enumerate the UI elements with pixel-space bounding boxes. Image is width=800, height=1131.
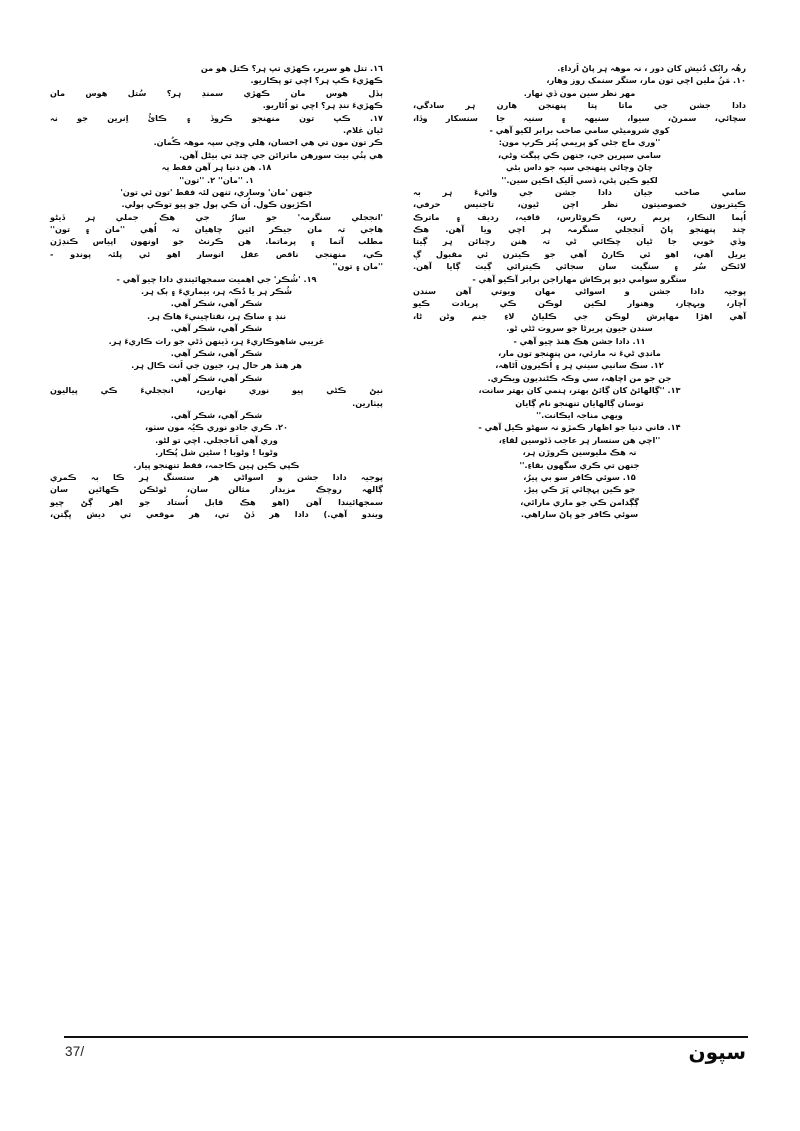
text-line: آچار، ويہچار، وهنوار لڪين لوڪن ڪي پريادت ڪيو	[413, 298, 746, 309]
text-line: پوجيہ دادا جشن و اسواٹي مهان ويوتي آهن سندن	[413, 286, 746, 297]
text-line: ١٦. تتل هو سرير، ڪهڙي تپ ہر؟ ڪتل هو من	[200, 63, 383, 73]
text-line: سندن جيون پريرٹا جو سروت ٹڻي ٹو.	[506, 323, 653, 334]
text-line: هر هنڌ هر حال ہر، جيون جي اَنت ڪال ہر.	[131, 360, 302, 371]
text-line: ڳالهہ روچڪ مزيدار مثالن سان، ٹوٹڪن ڪهاٹين سان	[50, 484, 383, 495]
text-line: ١۴. فاني دنيا جو اظهار ڪمڙو نہ سهٹو ڪيل آهي -	[478, 422, 681, 433]
text-line: وري آهي اَناججلي. اچي تو لٹو.	[155, 434, 278, 445]
text-line: دادا جشن جي ماتا پتا پنهنجن هارن ہر سادگي،	[413, 100, 746, 111]
text-line: شُڪر ہر يا دُڪہ ہر، بيماريءَ ۽ ٻک ہر.	[140, 286, 293, 297]
text-line: ڪهڙيءَ ننڊ ہر؟ اچي تو اُٹاريو.	[262, 100, 383, 111]
text-line: سمجهائيندا آهن (اهو هڪ قابل اُستاد جو اهر ڳڻ چيو	[50, 496, 383, 507]
right-text-column	[411, 62, 748, 1022]
text-line: هي ٻنُي بيت سورهن ماترائن جي چند تي بيٹل آهن.	[179, 149, 383, 160]
text-line: جنهن 'مان' وساري، تنهن لئہ فقط 'تون ئي تون'	[120, 186, 313, 197]
text-line: ١٠. مَنُ ملين اچي تون مار، ستگر سنمک روز وهار،	[546, 75, 746, 86]
left-text-column	[48, 62, 385, 1022]
text-line: شڪر آهي، شڪر آهي.	[170, 409, 263, 420]
text-line: ١٨. هن دنيا ہر آهن فقط ٻہ	[161, 162, 272, 173]
text-line: شڪر آهي، شڪر آهي.	[170, 347, 263, 358]
text-line: سچائي، سمرڻ، سيوا، سنيهہ ۽ سنيہ جا سنسکار وڏا،	[413, 112, 746, 123]
text-line: ١٣. ''ڳالهائڻ کان ڳائڻ بهتر، ہنمي کان بهتر سانت،	[478, 385, 681, 396]
text-line: پوجيہ دادا جشن و اسواٹي هر ستسنگ ہر ڪا بہ ڪمري	[50, 471, 383, 482]
text-line: ١٩. 'شُڪر' جي اهميت سمجهائيندي دادا چيو آهي -	[116, 273, 317, 284]
text-line: ١٧. ڪپ تون منهنجو ڪروڏ ۽ ڪائُ اِنرين جو نہ	[50, 112, 383, 123]
text-line: مطلب آتما ۽ پرماتما. هن ڪرنٹ جو اونهون اپياس ڪنڊڙن	[50, 236, 383, 247]
text-line: هاجي تہ مان جيڪر ائين چاهيان تہ اُهي ''مان ۽ تون''	[50, 224, 383, 235]
text-line: نہ هڪ مليوسين ڪروڙن ہر،	[522, 447, 637, 458]
footer-divider-rule	[64, 1036, 748, 1038]
text-line: آهي اهڙا مهاپرش لوڪن جي ڪلياڻ لاءِ جنم وٹن ٹا،	[413, 310, 746, 321]
text-line: ڪپي ڪين ہين ڪاجمہ، فقط تنهنجو پيار.	[133, 459, 300, 470]
text-line: اڪڙيون ڪول. اُن ڪي ٻول جو پيو توڪي ٻولي.	[121, 199, 312, 210]
text-line: جنهن تي ڪري سگهون بقاءِ.''	[519, 459, 640, 470]
text-line: ١٢. سڪ سانيي سيني ہر ۽ اُڪيرون اَٹاهہ،	[495, 360, 664, 371]
text-line: غريبي شاهوڪاريءَ ہر، ڏينهن ڏٹي جو رات ڪاريءَ ہر.	[108, 335, 325, 346]
text-line: سوئي ڪافر جو پاڻ ساراهي.	[520, 509, 639, 520]
text-line: ٻڏل هوس مان ڪهڙي سمنڊ ہر؟ سُتل هوس مان	[50, 87, 383, 98]
text-line: سامي سپرين جي، جنهن ڪي پٻگت وٹي،	[497, 149, 662, 160]
text-line: ١۵. سوئي ڪافر سو بي پيرُ،	[523, 471, 636, 482]
text-line: ويهي مناجہ ايڪانت.''	[536, 409, 623, 420]
text-line: سامي صاحب جيان دادا جشن جي واٹيءَ ہر بہ	[413, 186, 746, 197]
text-line: چند پنهنجو پاڻ اَنججلي سنگرمہ ہر اچي ويا آهن. هڪ	[413, 224, 746, 235]
text-line: نيڻ ڪٹي پيو نوري نهارين، انججليءَ ڪي پياليون	[50, 385, 383, 396]
text-line: ''مان ۽ تون''	[332, 261, 383, 272]
page-footer	[52, 1036, 748, 1086]
text-line: ستگرو سوامي ديو پرڪاش مهاراجن برابر آڪيو آهي -	[472, 273, 687, 284]
two-column-body	[52, 62, 748, 1022]
text-line: توسان ڳالهايان تنهنجو نام ڳايان	[515, 397, 644, 408]
text-line: وڏي خوبي جا ٹيان چڪائي ٹي تہ هنن رچنائن ہر ڳيتا	[413, 236, 746, 247]
text-line: ''اچي هن سنسار ہر عاجب ڏٹوسين لقاءِ،	[498, 434, 661, 445]
text-line: اُپما النڪار، پريم رس، ڪروٹارس، قافيہ، رديف ۽ ماترڪ	[413, 211, 746, 222]
text-line: ٹيان غلام.	[343, 124, 383, 135]
text-line: کوي شروميٹي سامي صاحب برابر لکيو آهي -	[489, 124, 670, 135]
text-line: يريل آهي، اهو ئي ڪارڻ آهي جو ڪيترن ئي مقبول ڳ	[413, 248, 746, 259]
text-line: مهر نظر سين مون ڏي نهار.	[523, 87, 636, 98]
text-line: شڪر آهي، شڪر آهي.	[170, 372, 263, 383]
text-line: ويندو آهي.) دادا هر ڏڻ تي، هر موقعي تي ديش ڀڳتن،	[50, 509, 383, 520]
text-line: لکيو ڪين ٻٹي، ڏسي اَليک اڪين سين.''	[501, 174, 658, 185]
text-line: ''وري ماڃ جٹي کو پريمي پُتر ڪرپ مون:	[498, 137, 661, 148]
text-line: ١١. دادا جشن هڪ هنڌ چيو آهي -	[513, 335, 646, 346]
text-line: مانڊي ٹيءَ نہ مارئي، من پنهنجو تون مار،	[498, 347, 661, 358]
text-line: جو ڪين پہچائي پَرَ ڪي پيڑ.	[523, 484, 636, 495]
text-line: چاڻ وچائي پنهنجي سپہ جو داس بٹي	[506, 162, 653, 173]
text-line: پيٺارين.	[352, 397, 383, 408]
text-line: ٢٠. ڪري جادو نوري ڪيُہ مون سٺو،	[145, 422, 288, 433]
text-line: وٹوبا ! وٹوبا ! سٹين شل پُڪار.	[155, 447, 278, 458]
text-line: لائڪن سُر ۽ سنگيت سان سجائي ڪيترائي ڳيت ڳايا آهن.	[413, 261, 746, 272]
text-line: ڪي، منهنجي ناقص عقل انوسار اهو ئي پلئہ پوندو -	[50, 248, 383, 259]
text-line: ڪهڙيءَ ڪپ ہر؟ اچي تو پڪاريو.	[250, 75, 383, 86]
text-line: ڳڳدامن ڪي جو ماري مارائي،	[520, 496, 639, 507]
text-line: 'انججلي سنگرمہ' جو سارُ جي هڪ جملي ہر ڏيٹو	[50, 211, 383, 222]
page-number: 37/	[65, 1044, 85, 1059]
text-line: ڪر تون مون تي هي احسان، هلي وچي سپہ موهہ ڪُمان.	[153, 137, 383, 148]
text-line: ١. ''مان'' ٢. ''تون''	[179, 174, 254, 185]
text-line: ننڊ ۽ ساڪ ہر، نقتاچينيءَ هاڪ ہر.	[146, 310, 287, 321]
text-line: شڪر آهي، شڪر آهي.	[170, 323, 263, 334]
text-line: ڪيتريون خصوصيتون نظر اچن ٹيون، تاجنيس حرفي،	[413, 199, 746, 210]
running-title: سپون	[688, 1040, 746, 1064]
text-line: جن جو من اچاهہ، سي وڪہ ڪٹنديون ويڪري.	[487, 372, 672, 383]
text-line: شڪر آهي، شڪر آهي.	[170, 298, 263, 309]
text-line: رهُہ رابُک دُنيش کان دور ، نہ موهہ ہر پاڻ اَرداءِ.	[557, 63, 746, 73]
